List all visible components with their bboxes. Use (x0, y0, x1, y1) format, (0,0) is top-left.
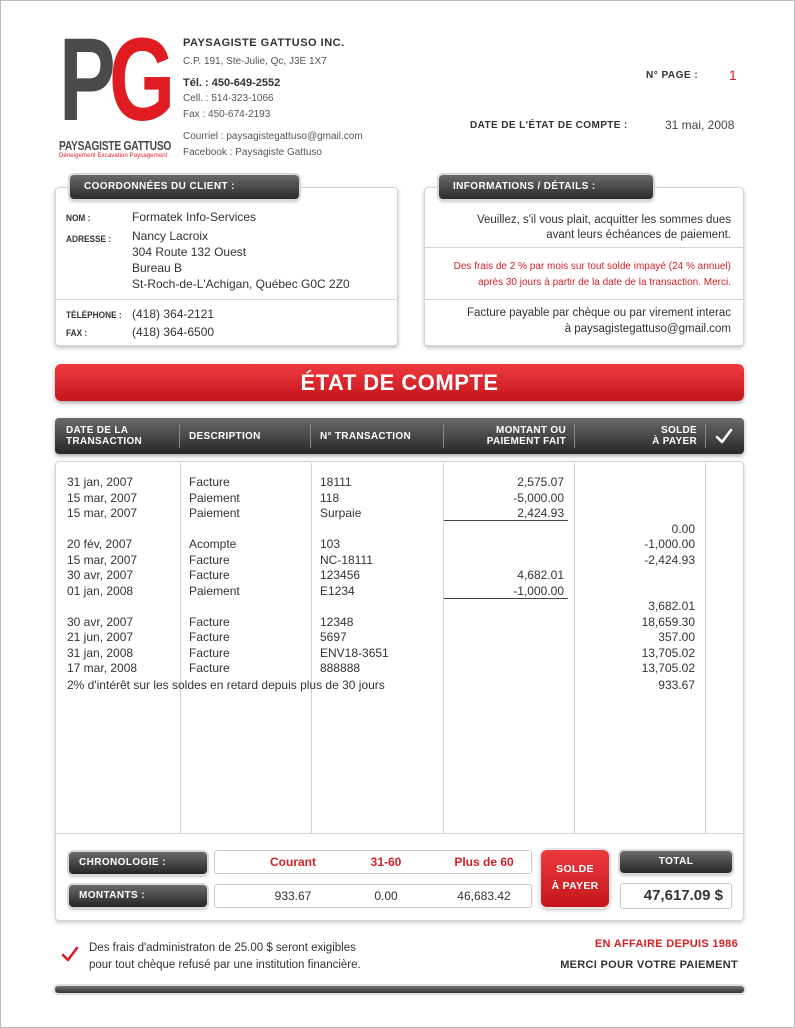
logo-letter-p: P (59, 14, 112, 146)
header-divider (574, 424, 575, 448)
checkmark-icon (715, 427, 733, 445)
row-balance: -1,000.00 (644, 537, 695, 551)
row-date: 30 avr, 2007 (67, 614, 134, 629)
row-description: Paiement (189, 506, 240, 520)
row-balance: 0.00 (671, 521, 695, 536)
header-date-line-2: TRANSACTION (66, 436, 143, 447)
client-tab: COORDONNÉES DU CLIENT : (70, 175, 299, 199)
in-business-since: EN AFFAIRE DEPUIS 1986 (594, 938, 738, 950)
row-balance: -2,424.93 (644, 552, 695, 567)
client-phone: (418) 364-2121 (132, 307, 215, 321)
client-address-line-3: Bureau B (132, 261, 183, 275)
total-value: 47,617.09 $ (620, 883, 732, 909)
info-divider-1 (424, 247, 744, 248)
client-address-line-2: 304 Route 132 Ouest (132, 245, 247, 259)
header-balance-line-2: À PAYER (652, 436, 697, 447)
company-fax: Fax : 450-674-2193 (183, 109, 271, 120)
chronology-label: CHRONOLOGIE : (69, 852, 207, 874)
admin-fee-line-1: Des frais d'administraton de 25.00 $ seront exigibles (89, 942, 356, 954)
header-over-60: Plus de 60 (454, 855, 514, 869)
balance-due-badge (541, 850, 609, 907)
row-transaction-number: Surpaie (320, 506, 362, 520)
subtotal-underline (444, 598, 568, 599)
company-cell: Cell. : 514-323-1066 (183, 93, 274, 104)
row-balance: 357.00 (658, 630, 695, 644)
row-description: Paiement (189, 490, 240, 505)
checkmark-icon (61, 945, 79, 963)
info-payment-line-1: Facture payable par chèque ou par virement interac (466, 307, 731, 319)
header-transaction-number: N° TRANSACTION (320, 431, 411, 442)
logo-tagline: Déneigement Excavation Paysagement (59, 153, 168, 159)
statement-title: ÉTAT DE COMPTE (55, 364, 744, 401)
row-transaction-number: 18111 (320, 475, 352, 489)
info-line-2: avant leurs échéances de paiement. (546, 229, 731, 241)
header-divider (443, 424, 444, 448)
row-description: Facture (189, 475, 230, 489)
header-current: Courant (270, 855, 316, 869)
row-amount: 2,424.93 (517, 506, 564, 520)
table-header (55, 418, 744, 454)
info-payment-line-2: à paysagistegattuso@gmail.com (564, 323, 731, 335)
row-transaction-number: 123456 (320, 568, 361, 582)
row-transaction-number: 12348 (320, 614, 354, 629)
value-over-60: 46,683.42 (457, 889, 511, 903)
balance-due-line-1: SOLDE (556, 863, 594, 875)
page-number-value: 1 (729, 67, 737, 83)
row-amount: -1,000.00 (513, 583, 564, 598)
row-date: 20 fév, 2007 (67, 537, 133, 551)
row-date: 17 mar, 2008 (67, 661, 138, 675)
row-description: Acompte (189, 537, 237, 551)
header-description: DESCRIPTION (189, 431, 261, 442)
row-date: 15 mar, 2007 (67, 506, 138, 520)
header-date-line-1: DATE DE LA (66, 425, 129, 436)
header-date (66, 425, 142, 447)
row-balance: 3,682.01 (648, 599, 695, 613)
row-description: Facture (189, 614, 230, 629)
company-tel: Tél. : 450-649-2552 (183, 77, 281, 89)
client-address-line-1: Nancy Lacroix (132, 229, 209, 243)
table-footer-divider (55, 833, 744, 834)
row-description: Facture (189, 645, 230, 660)
client-address-label: ADRESSE : (66, 234, 112, 244)
row-date: 15 mar, 2007 (67, 552, 138, 567)
row-balance: 13,705.02 (641, 645, 695, 660)
client-fax-label: FAX : (66, 328, 88, 338)
row-transaction-number: E1234 (320, 583, 355, 598)
header-amount (487, 425, 566, 447)
row-transaction-number: NC-18111 (320, 552, 373, 567)
admin-fee-line-2: pour tout chèque refusé par une institution financière. (89, 959, 361, 971)
row-transaction-number: ENV18-3651 (320, 645, 389, 660)
statement-date-value: 31 mai, 2008 (665, 118, 735, 132)
statement-date-label: DATE DE L'ÉTAT DE COMPTE : (470, 120, 628, 131)
total-label: TOTAL (620, 851, 732, 873)
row-amount: -5,000.00 (513, 490, 564, 505)
column-line (311, 463, 312, 833)
chronology-headers (214, 850, 532, 874)
info-interest-line-1: Des frais de 2 % par mois sur tout solde impayé (24 % annuel) (453, 261, 731, 272)
thank-you-message: MERCI POUR VOTRE PAIEMENT (560, 959, 738, 971)
client-divider (55, 299, 398, 300)
client-address-line-4: St-Roch-de-L'Achigan, Québec G0C 2Z0 (132, 277, 350, 291)
column-line (705, 463, 706, 833)
row-date: 31 jan, 2008 (67, 645, 134, 660)
header-balance-line-1: SOLDE (661, 425, 697, 436)
header-31-60: 31-60 (370, 855, 402, 869)
amounts-label: MONTANTS : (69, 885, 207, 907)
column-line (574, 463, 575, 833)
info-divider-2 (424, 299, 744, 300)
row-date: 31 jan, 2007 (67, 475, 134, 489)
column-line (180, 463, 181, 833)
row-date: 01 jan, 2008 (67, 583, 134, 598)
header-divider (705, 424, 706, 448)
company-email: Courriel : paysagistegattuso@gmail.com (183, 131, 363, 142)
value-31-60: 0.00 (374, 889, 398, 903)
client-phone-label: TÉLÉPHONE : (66, 310, 122, 320)
row-description: Paiement (189, 583, 240, 598)
company-address: C.P. 191, Ste-Julie, Qc, J3E 1X7 (183, 56, 327, 67)
info-interest-line-2: après 30 jours à partir de la date de la transaction. Merci. (478, 277, 731, 288)
logo-letter-g: G (109, 14, 176, 146)
row-balance: 18,659.30 (641, 614, 695, 629)
row-date: 15 mar, 2007 (67, 490, 138, 505)
company-facebook: Facebook : Paysagiste Gattuso (183, 147, 322, 158)
row-description: Facture (189, 661, 230, 675)
header-divider (179, 424, 180, 448)
subtotal-underline (444, 520, 568, 521)
row-transaction-number: 118 (320, 490, 340, 505)
column-line (443, 463, 444, 833)
interest-note: 2% d'intérêt sur les soldes en retard depuis plus de 30 jours (67, 678, 385, 692)
value-current: 933.67 (274, 889, 312, 903)
row-date: 21 jun, 2007 (67, 630, 134, 644)
company-logo (59, 14, 176, 159)
company-name: PAYSAGISTE GATTUSO INC. (183, 37, 345, 49)
row-date: 30 avr, 2007 (67, 568, 134, 582)
row-transaction-number: 103 (320, 537, 341, 551)
interest-value: 933.67 (658, 678, 695, 692)
header-balance (652, 425, 697, 447)
header-amount-line-2: PAIEMENT FAIT (486, 436, 566, 447)
row-description: Facture (189, 568, 230, 582)
logo-name: PAYSAGISTE GATTUSO (59, 139, 172, 153)
info-line-1: Veuillez, s'il vous plait, acquitter les sommes dues (476, 214, 731, 226)
client-fax: (418) 364-6500 (132, 325, 215, 339)
company-info (183, 35, 363, 161)
page-number-label: N° PAGE : (646, 70, 699, 81)
row-balance: 13,705.02 (641, 661, 695, 675)
row-transaction-number: 5697 (320, 630, 347, 644)
row-transaction-number: 888888 (320, 661, 361, 675)
info-tab: INFORMATIONS / DÉTAILS : (439, 175, 653, 199)
row-description: Facture (189, 552, 230, 567)
client-name: Formatek Info-Services (132, 210, 257, 224)
row-description: Facture (189, 630, 230, 644)
amounts-values (214, 884, 532, 908)
row-amount: 2,575.07 (517, 475, 564, 489)
balance-due-line-2: À PAYER (551, 880, 599, 892)
bottom-bar (55, 986, 744, 993)
client-name-label: NOM : (66, 213, 91, 223)
header-amount-line-1: MONTANT OU (495, 425, 566, 436)
row-amount: 4,682.01 (517, 568, 564, 582)
header-divider (310, 424, 311, 448)
admin-fee-note (89, 940, 361, 974)
